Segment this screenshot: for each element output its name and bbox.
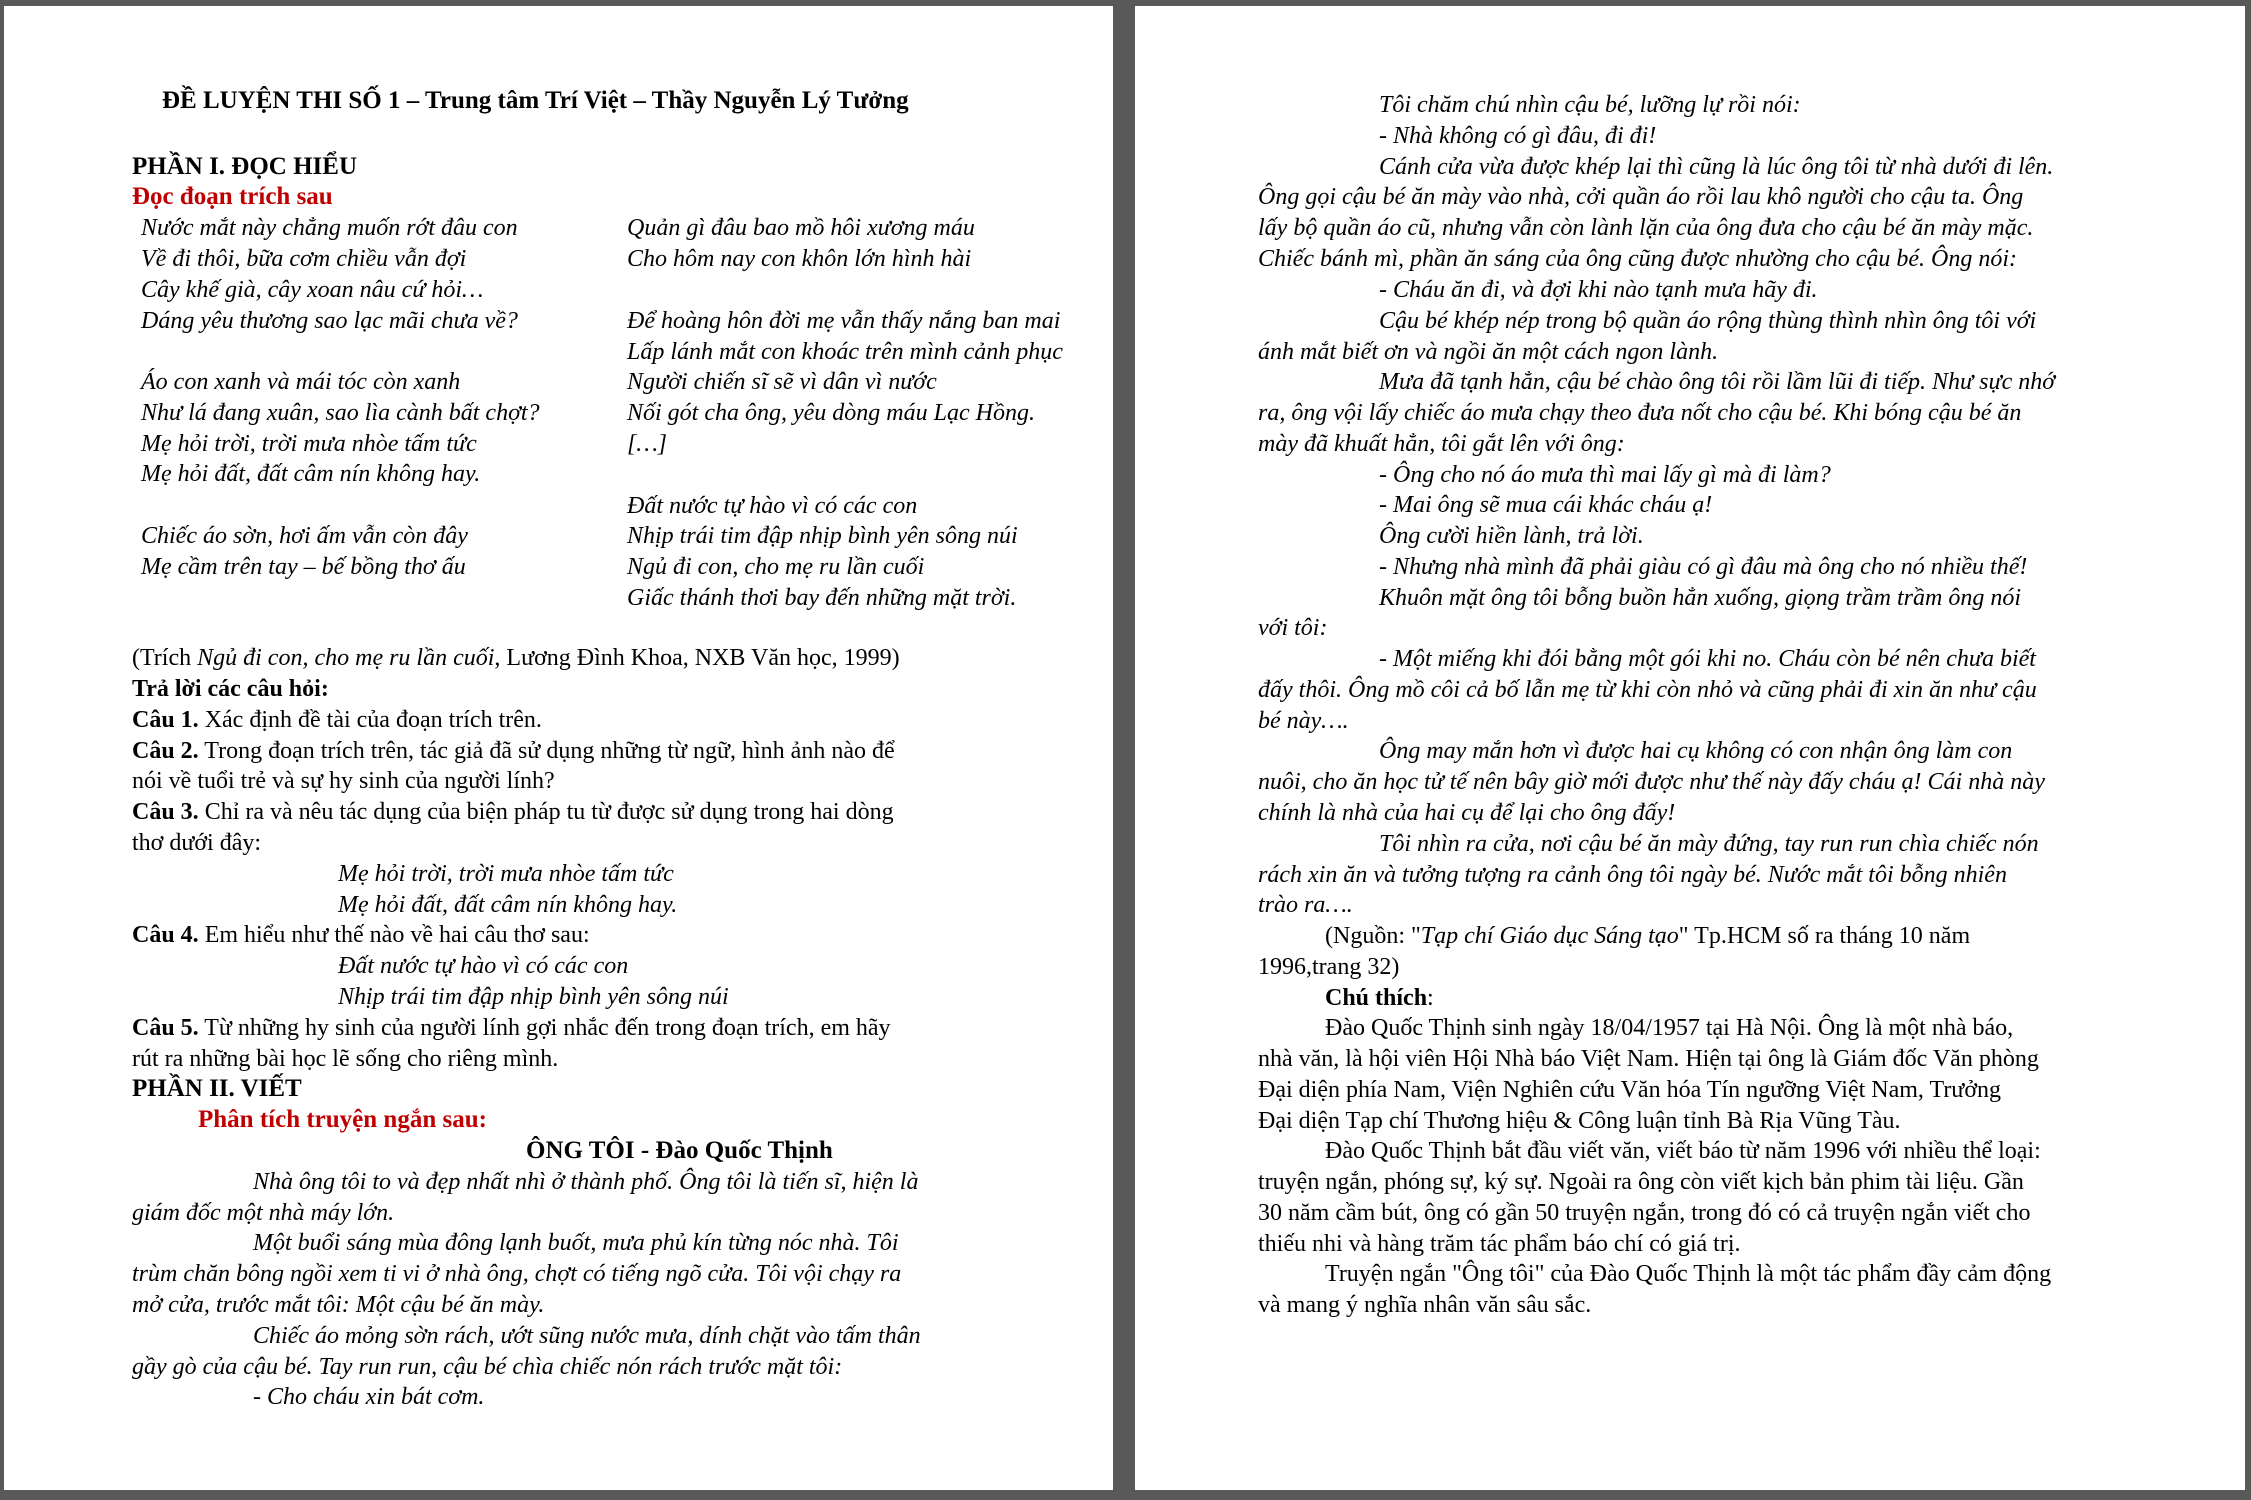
story-line: - Nhưng nhà mình đã phải giàu có gì đâu mà ông cho nó nhiều thế! [1379,554,2028,580]
question-3-cont: thơ dưới đây: [132,830,262,856]
question-5-cont: rút ra những bài học lẽ sống cho riêng mình. [132,1046,559,1072]
note-line: Đại diện Tạp chí Thương hiệu & Công luận tỉnh Bà Rịa Vũng Tàu. [1258,1108,1901,1134]
question-3 [132,797,894,827]
poem-right-line: Cho hôm nay con khôn lớn hình hài [627,246,972,272]
story-line: ra, ông vội lấy chiếc áo mưa chạy theo đưa nốt cho cậu bé. Khi bóng cậu bé ăn [1258,400,2022,426]
story-line: ánh mắt biết ơn và ngồi ăn một cách ngon lành. [1258,339,1719,365]
story-line: nuôi, cho ăn học tử tế nên bây giờ mới được như thế này đấy cháu ạ! Cái nhà này [1258,769,2045,795]
question-label: Câu 3. [132,799,199,825]
analyze-label: Phân tích truyện ngắn sau: [198,1106,487,1133]
question-label: Câu 2. [132,738,199,764]
poem-right-line: Ngủ đi con, cho mẹ ru lần cuối [627,554,925,580]
story-line: Chiếc bánh mì, phần ăn sáng của ông cũng được nhường cho cậu bé. Ông nói: [1258,246,2018,272]
story-line: mở cửa, trước mắt tôi: Một cậu bé ăn mày. [132,1292,545,1318]
story-line: trào ra…. [1258,892,1353,918]
document-page-left [4,6,1113,1490]
note-line: nhà văn, là hội viên Hội Nhà báo Việt Nam. Hiện tại ông là Giám đốc Văn phòng [1258,1046,2039,1072]
story-line: Tôi chăm chú nhìn cậu bé, lưỡng lự rồi nói: [1379,92,1801,118]
question-5 [132,1013,891,1043]
story-line: Ông may mắn hơn vì được hai cụ không có con nhận ông làm con [1379,738,2013,764]
read-label: Đọc đoạn trích sau [132,183,333,210]
story-line: - Nhà không có gì đâu, đi đi! [1379,123,1657,149]
source-suffix: " Tp.HCM số ra tháng 10 năm [1678,923,1971,949]
note-line: Đào Quốc Thịnh bắt đầu viết văn, viết báo từ năm 1996 với nhiều thể loại: [1325,1138,2041,1164]
note-line: Đào Quốc Thịnh sinh ngày 18/04/1957 tại Hà Nội. Ông là một nhà báo, [1325,1015,2014,1041]
source-title: Ngủ đi con, cho mẹ ru lần cuối [197,645,495,671]
part2-heading: PHẦN II. VIẾT [132,1075,302,1102]
story-line: với tôi: [1258,615,1328,641]
note-line: và mang ý nghĩa nhân văn sâu sắc. [1258,1292,1592,1318]
poem-left-line: Mẹ hỏi đất, đất câm nín không hay. [141,461,481,487]
question-3-quote: Mẹ hỏi trời, trời mưa nhòe tấm tức [338,861,674,887]
story-line: - Ông cho nó áo mưa thì mai lấy gì mà đi làm? [1379,462,1831,488]
note-line: thiếu nhi và hàng trăm tác phẩm báo chí có giá trị. [1258,1231,1741,1257]
question-4-quote: Đất nước tự hào vì có các con [338,953,629,979]
question-3-quote: Mẹ hỏi đất, đất câm nín không hay. [338,892,678,918]
story-source [1325,921,1970,951]
question-text: Từ những hy sinh của người lính gợi nhắc đến trong đoạn trích, em hãy [204,1015,891,1041]
story-line: lấy bộ quần áo cũ, nhưng vẫn còn lành lặn của ông đưa cho cậu bé ăn mày mặc. [1258,215,2034,241]
note-line: Truyện ngắn "Ông tôi" của Đào Quốc Thịnh là một tác phẩm đầy cảm động [1325,1261,2052,1287]
poem-left-line: Cây khế già, cây xoan nâu cứ hỏi… [141,277,484,303]
story-line: Mưa đã tạnh hẳn, cậu bé chào ông tôi rồi lầm lũi đi tiếp. Như sực nhớ [1379,369,2056,395]
story-line: mày đã khuất hẳn, tôi gắt lên với ông: [1258,431,1625,457]
document-page-right [1135,6,2245,1490]
note-line: Đại diện phía Nam, Viện Nghiên cứu Văn hóa Tín ngưỡng Việt Nam, Trưởng [1258,1077,2002,1103]
question-4-quote: Nhịp trái tim đập nhịp bình yên sông núi [338,984,729,1010]
question-text: Em hiểu như thế nào về hai câu thơ sau: [204,922,590,948]
source-suffix: , Lương Đình Khoa, NXB Văn học, 1999) [494,645,900,671]
story-line: - Mai ông sẽ mua cái khác cháu ạ! [1379,492,1713,518]
note-colon: : [1427,985,1434,1011]
story-line: Nhà ông tôi to và đẹp nhất nhì ở thành phố. Ông tôi là tiến sĩ, hiện là [253,1169,919,1195]
story-source-cont: 1996,trang 32) [1258,954,1400,980]
question-1 [132,705,542,735]
poem-right-line: Quản gì đâu bao mồ hôi xương máu [627,215,975,241]
source-prefix: (Trích [132,645,198,671]
story-line: Một buổi sáng mùa đông lạnh buốt, mưa phủ kín từng nóc nhà. Tôi [253,1230,899,1256]
story-line: Chiếc áo mỏng sờn rách, ướt sũng nước mưa, dính chặt vào tấm thân [253,1323,921,1349]
poem-left-line: Như lá đang xuân, sao lìa cành bất chợt? [141,400,540,426]
story-line: - Cháu ăn đi, và đợi khi nào tạnh mưa hãy đi. [1379,277,1818,303]
poem-left-line: Mẹ hỏi trời, trời mưa nhòe tấm tức [141,431,477,457]
part1-heading: PHẦN I. ĐỌC HIỂU [132,153,358,180]
poem-right-line: Nhịp trái tim đập nhịp bình yên sông núi [627,523,1018,549]
poem-right-line: Đất nước tự hào vì có các con [627,493,918,519]
exam-title: ĐỀ LUYỆN THI SỐ 1 – Trung tâm Trí Việt – Thầy Nguyễn Lý Tưởng [162,87,909,114]
source-title: Tạp chí Giáo dục Sáng tạo [1420,923,1679,949]
question-2-cont: nói về tuổi trẻ và sự hy sinh của người lính? [132,768,555,794]
note-line: truyện ngắn, phóng sự, ký sự. Ngoài ra ông còn viết kịch bản phim tài liệu. Gần [1258,1169,2024,1195]
question-label: Câu 1. [132,707,199,733]
note-label: Chú thích [1325,985,1428,1011]
poem-right-line: Nối gót cha ông, yêu dòng máu Lạc Hồng. [627,400,1035,426]
poem-source [132,643,900,673]
poem-left-line: Nước mắt này chẳng muốn rớt đâu con [141,215,518,241]
story-line: bé này…. [1258,708,1349,734]
poem-right-line: […] [627,431,668,457]
poem-left-line: Mẹ cầm trên tay – bế bồng thơ ấu [141,554,466,580]
question-2 [132,736,895,766]
question-text: Chỉ ra và nêu tác dụng của biện pháp tu từ được sử dụng trong hai dòng [204,799,894,825]
poem-left-line: Về đi thôi, bữa cơm chiều vẫn đợi [141,246,467,272]
story-line: đấy thôi. Ông mồ côi cả bố lẫn mẹ từ khi còn nhỏ và cũng phải đi xin ăn như cậu [1258,677,2037,703]
story-line: Tôi nhìn ra cửa, nơi cậu bé ăn mày đứng, tay run run chìa chiếc nón [1379,831,2039,857]
story-line: Khuôn mặt ông tôi bỗng buồn hẳn xuống, giọng trầm trầm ông nói [1379,585,2022,611]
story-line: Ông cười hiền lành, trả lời. [1379,523,1644,549]
question-4 [132,920,590,950]
poem-left-line: Áo con xanh và mái tóc còn xanh [141,369,461,395]
story-line: Cánh cửa vừa được khép lại thì cũng là lúc ông tôi từ nhà dưới đi lên. [1379,154,2054,180]
story-line: Cậu bé khép nép trong bộ quần áo rộng thùng thình nhìn ông tôi với [1379,308,2037,334]
poem-right-line: Để hoàng hôn đời mẹ vẫn thấy nắng ban mai [627,308,1061,334]
story-line: - Một miếng khi đói bằng một gói khi no. Cháu còn bé nên chưa biết [1379,646,2036,672]
story-line: chính là nhà của hai cụ để lại cho ông đấy! [1258,800,1676,826]
question-text: Xác định đề tài của đoạn trích trên. [204,707,542,733]
poem-left-line: Chiếc áo sờn, hơi ấm vẫn còn đây [141,523,468,549]
story-line: gầy gò của cậu bé. Tay run run, cậu bé chìa chiếc nón rách trước mặt tôi: [132,1354,843,1380]
note-line: 30 năm cầm bút, ông có gần 50 truyện ngắn, trong đó có cả truyện ngắn viết cho [1258,1200,2031,1226]
poem-right-line: Lấp lánh mắt con khoác trên mình cảnh phục [627,339,1063,365]
story-line: - Cho cháu xin bát cơm. [253,1384,485,1410]
source-prefix: (Nguồn: " [1325,923,1421,949]
note-heading [1325,983,1434,1013]
story-line: Ông gọi cậu bé ăn mày vào nhà, cởi quần áo rồi lau khô người cho cậu ta. Ông [1258,184,2024,210]
poem-right-line: Người chiến sĩ sẽ vì dân vì nước [627,369,937,395]
story-line: trùm chăn bông ngồi xem ti vi ở nhà ông, chợt có tiếng ngõ cửa. Tôi vội chạy ra [132,1261,902,1287]
question-text: Trong đoạn trích trên, tác giả đã sử dụng những từ ngữ, hình ảnh nào để [204,738,895,764]
poem-right-line: Giấc thánh thơi bay đến những mặt trời. [627,585,1017,611]
question-label: Câu 4. [132,922,199,948]
story-line: rách xin ăn và tưởng tượng ra cảnh ông tôi ngày bé. Nước mắt tôi bỗng nhiên [1258,862,2007,888]
poem-left-line: Dáng yêu thương sao lạc mãi chưa về? [141,308,518,334]
story-title: ÔNG TÔI - Đào Quốc Thịnh [526,1137,833,1164]
question-label: Câu 5. [132,1015,199,1041]
story-line: giám đốc một nhà máy lớn. [132,1200,395,1226]
answer-heading: Trả lời các câu hỏi: [132,676,329,702]
